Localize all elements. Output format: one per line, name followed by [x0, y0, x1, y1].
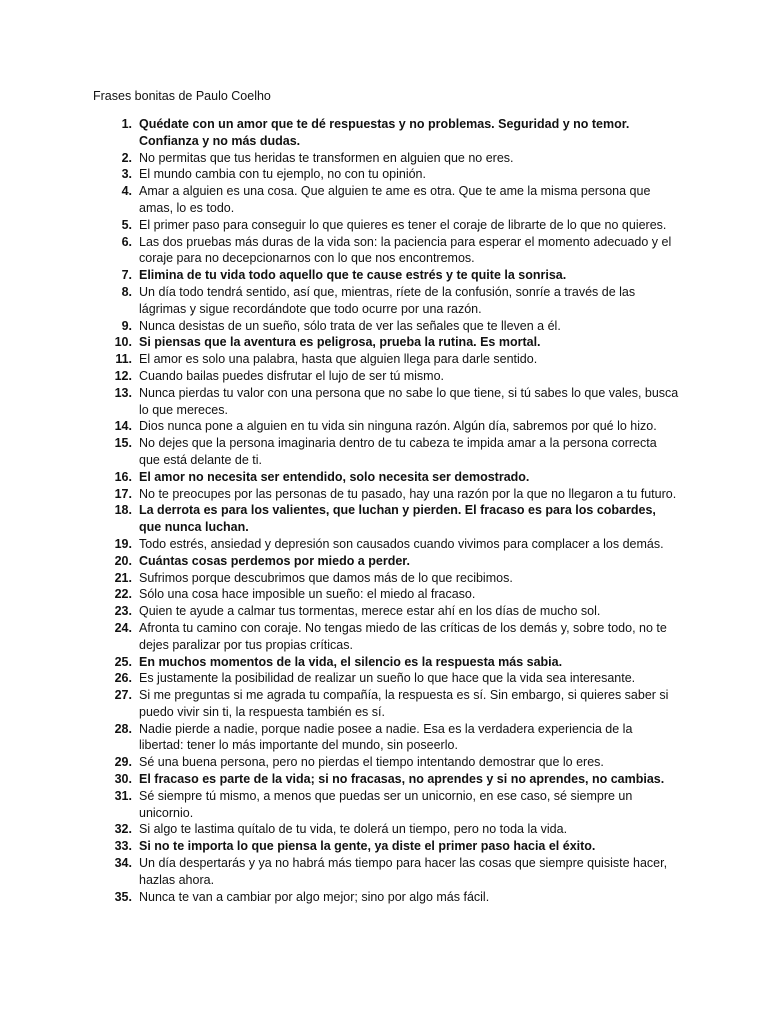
list-item-number: 13. [114, 385, 132, 400]
list-item [0, 183, 768, 217]
list-item-text: Amar a alguien es una cosa. Que alguien te ame es otra. Que te ame la misma persona que amas, lo es todo. [139, 184, 651, 215]
list-item [0, 469, 768, 486]
list-item-text: Elimina de tu vida todo aquello que te cause estrés y te quite la sonrisa. [139, 268, 567, 283]
list-item [0, 385, 768, 419]
list-item-text: Si no te importa lo que piensa la gente, ya diste el primer paso hacia el éxito. [139, 839, 596, 854]
list-item-text: Es justamente la posibilidad de realizar un sueño lo que hace que la vida sea interesante. [139, 671, 636, 686]
document-title: Frases bonitas de Paulo Coelho [93, 89, 271, 103]
list-item [0, 284, 768, 318]
list-item-text: Afronta tu camino con coraje. No tengas miedo de las críticas de los demás y, sobre todo, no te dejes paralizar por tus propias críticas. [139, 620, 667, 652]
list-item-number: 33. [114, 839, 132, 854]
list-item [0, 771, 768, 788]
list-item-text: Nunca te van a cambiar por algo mejor; sino por algo más fácil. [139, 889, 490, 904]
list-item [0, 267, 768, 284]
list-item-number: 27. [114, 688, 132, 703]
list-item [0, 234, 768, 268]
list-item [0, 418, 768, 435]
list-item [0, 486, 768, 503]
list-item-text: Si piensas que la aventura es peligrosa, prueba la rutina. Es mortal. [139, 335, 541, 350]
list-item-number: 29. [114, 755, 132, 770]
list-item-number: 24. [114, 620, 132, 635]
list-item-number: 34. [114, 856, 132, 871]
list-item-number: 15. [114, 436, 132, 451]
list-item-text: Nadie pierde a nadie, porque nadie posee a nadie. Esa es la verdadera experiencia de la libertad: tener lo más importante del mundo, sin poseerlo. [139, 721, 633, 753]
list-item [0, 855, 768, 889]
list-item [0, 889, 768, 906]
list-item [0, 620, 768, 654]
list-item-number: 14. [114, 419, 132, 434]
list-item-number: 16. [114, 469, 132, 484]
list-item-text: Sé una buena persona, pero no pierdas el tiempo intentando demostrar que lo eres. [139, 755, 604, 770]
list-item-text: En muchos momentos de la vida, el silencio es la respuesta más sabia. [139, 654, 563, 669]
list-item-text: El amor no necesita ser entendido, solo necesita ser demostrado. [139, 469, 530, 484]
quote-list [0, 116, 768, 905]
list-item [0, 654, 768, 671]
list-item-number: 35. [114, 889, 132, 904]
list-item [0, 670, 768, 687]
list-item-number: 8. [121, 284, 132, 299]
list-item-text: Quédate con un amor que te dé respuestas y no problemas. Seguridad y no temor. Confianza y no más dudas. [139, 117, 630, 148]
list-item-text: Si algo te lastima quítalo de tu vida, te dolerá un tiempo, pero no toda la vida. [139, 822, 568, 837]
list-item-text: Sólo una cosa hace imposible un sueño: el miedo al fracaso. [139, 587, 476, 602]
list-item-text: Un día todo tendrá sentido, así que, mientras, ríete de la confusión, sonríe a través de las lágrimas y sigue recordándote que todo ocurre por una razón. [139, 284, 636, 316]
list-item [0, 754, 768, 771]
list-item [0, 368, 768, 385]
list-item-number: 32. [114, 822, 132, 837]
list-item-number: 10. [114, 335, 132, 350]
list-item-number: 20. [114, 553, 132, 568]
list-item-number: 5. [121, 217, 132, 232]
list-item-number: 26. [114, 671, 132, 686]
list-item [0, 116, 768, 150]
list-item-text: El primer paso para conseguir lo que quieres es tener el coraje de librarte de lo que no quieres. [139, 217, 667, 232]
list-item-number: 30. [114, 772, 132, 787]
list-item [0, 536, 768, 553]
list-item-number: 6. [121, 234, 132, 249]
list-item-number: 23. [114, 604, 132, 619]
list-item-text: Las dos pruebas más duras de la vida son: la paciencia para esperar el momento adecuado y el coraje para no decepcionarnos con lo que nos encontremos. [139, 234, 672, 266]
list-item [0, 217, 768, 234]
list-item-text: No dejes que la persona imaginaria dentro de tu cabeza te impida amar a la persona correcta que está delante de ti. [139, 436, 657, 467]
list-item [0, 150, 768, 167]
list-item-text: Todo estrés, ansiedad y depresión son causados cuando vivimos para complacer a los demás. [139, 536, 664, 551]
list-item-text: Quien te ayude a calmar tus tormentas, merece estar ahí en los días de mucho sol. [139, 604, 601, 619]
list-item-text: El amor es solo una palabra, hasta que alguien llega para darle sentido. [139, 352, 538, 367]
list-item-text: El fracaso es parte de la vida; si no fracasas, no aprendes y si no aprendes, no cambias. [139, 772, 665, 787]
list-item [0, 318, 768, 335]
list-item [0, 570, 768, 587]
list-item-number: 31. [114, 788, 132, 803]
list-item [0, 334, 768, 351]
list-item-number: 3. [121, 167, 132, 182]
list-item-number: 11. [115, 352, 132, 367]
list-item-number: 2. [121, 150, 132, 165]
list-item-number: 7. [121, 268, 132, 283]
list-item-number: 22. [114, 587, 132, 602]
list-item-number: 9. [121, 318, 132, 333]
list-item [0, 166, 768, 183]
list-item-number: 21. [114, 570, 132, 585]
list-item-number: 1. [121, 117, 132, 131]
list-item [0, 687, 768, 721]
list-item [0, 788, 768, 822]
list-item-number: 17. [114, 486, 132, 501]
list-item-number: 4. [121, 184, 132, 199]
list-item-text: El mundo cambia con tu ejemplo, no con tu opinión. [139, 167, 426, 182]
list-item-text: Sufrimos porque descubrimos que damos más de lo que recibimos. [139, 570, 513, 585]
list-item-text: Nunca desistas de un sueño, sólo trata de ver las señales que te lleven a él. [139, 318, 561, 333]
list-item [0, 502, 768, 536]
list-item [0, 435, 768, 469]
list-item-number: 19. [114, 536, 132, 551]
list-item-text: No te preocupes por las personas de tu pasado, hay una razón por la que no llegaron a tu futuro. [139, 486, 677, 501]
list-item [0, 553, 768, 570]
list-item [0, 351, 768, 368]
list-item [0, 721, 768, 755]
list-item [0, 821, 768, 838]
list-item [0, 838, 768, 855]
list-item-number: 12. [114, 368, 132, 383]
list-item-text: No permitas que tus heridas te transformen en alguien que no eres. [139, 150, 514, 165]
list-item-number: 25. [114, 654, 132, 669]
list-item-text: Dios nunca pone a alguien en tu vida sin ninguna razón. Algún día, sabremos por qué lo hizo. [139, 419, 657, 434]
list-item-text: Un día despertarás y ya no habrá más tiempo para hacer las cosas que siempre quisiste hacer, hazlas ahora. [139, 856, 668, 887]
list-item-text: Cuando bailas puedes disfrutar el lujo de ser tú mismo. [139, 368, 445, 383]
list-item-text: Sé siempre tú mismo, a menos que puedas ser un unicornio, en ese caso, sé siempre un unicornio. [139, 788, 633, 820]
list-item-number: 28. [114, 721, 132, 736]
list-item-text: La derrota es para los valientes, que luchan y pierden. El fracaso es para los cobardes, que nunca luchan. [139, 503, 656, 535]
list-item [0, 603, 768, 620]
list-item-text: Cuántas cosas perdemos por miedo a perder. [139, 553, 410, 568]
list-item [0, 586, 768, 603]
list-item-text: Nunca pierdas tu valor con una persona que no sabe lo que tiene, si tú sabes lo que vales, busca lo que mereces. [139, 385, 679, 417]
list-item-text: Si me preguntas si me agrada tu compañía, la respuesta es sí. Sin embargo, si quieres saber si puedo vivir sin ti, la respuesta también es sí. [139, 688, 669, 719]
list-item-number: 18. [114, 503, 132, 518]
